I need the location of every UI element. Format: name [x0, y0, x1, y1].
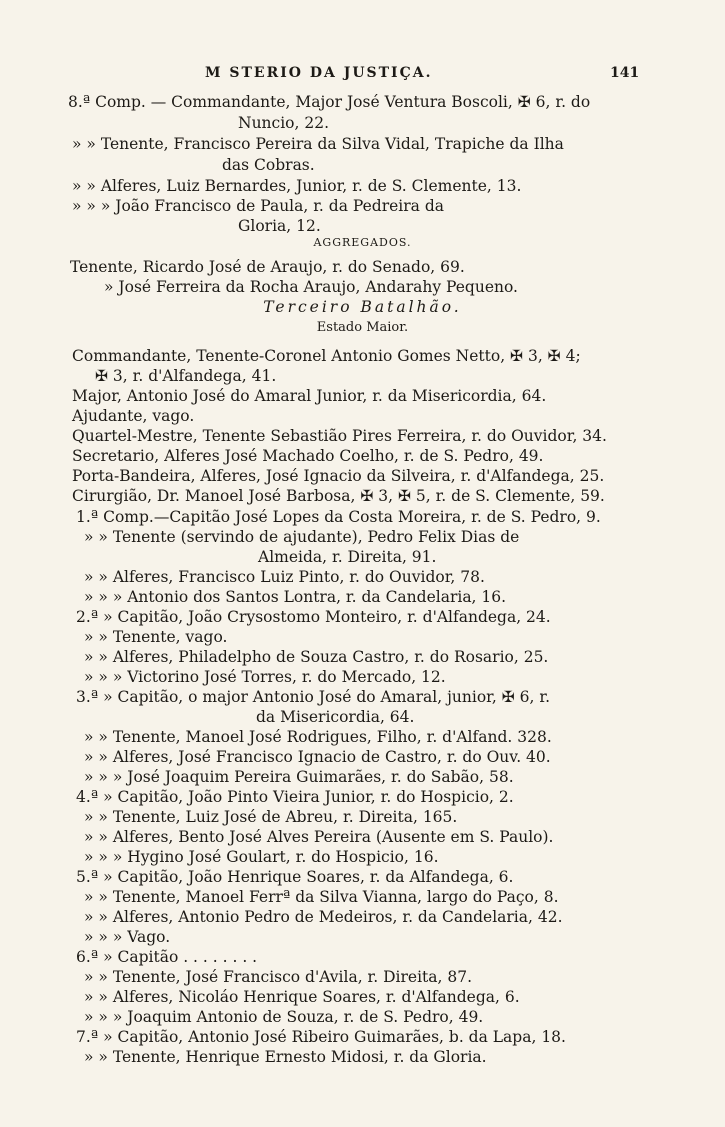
roster-line: ✠ 3, r. d'Alfandega, 41. — [95, 367, 277, 385]
roster-line: Cirurgião, Dr. Manoel José Barbosa, ✠ 3, ✠ 5, r. de S. Clemente, 59. — [72, 487, 605, 505]
roster-line: » » » José Joaquim Pereira Guimarães, r. do Sabão, 58. — [84, 768, 514, 786]
roster-line: Major, Antonio José do Amaral Junior, r. da Misericordia, 64. — [72, 387, 547, 405]
roster-line: » » Tenente, Francisco Pereira da Silva Vidal, Trapiche da Ilha — [72, 135, 564, 153]
roster-line: » » Tenente, Manoel José Rodrigues, Filho, r. d'Alfand. 328. — [84, 728, 552, 746]
roster-line: » » » Victorino José Torres, r. do Mercado, 12. — [84, 668, 446, 686]
roster-line: Gloria, 12. — [238, 217, 321, 235]
roster-line: » » Tenente, Luiz José de Abreu, r. Direita, 165. — [84, 808, 458, 826]
roster-line: 5.ª » Capitão, João Henrique Soares, r. da Alfandega, 6. — [76, 868, 514, 886]
roster-line: » » Tenente, Manoel Ferrª da Silva Vianna, largo do Paço, 8. — [84, 888, 559, 906]
roster-line: Almeida, r. Direita, 91. — [258, 548, 437, 566]
roster-line: 7.ª » Capitão, Antonio José Ribeiro Guimarães, b. da Lapa, 18. — [76, 1028, 566, 1046]
roster-line: 6.ª » Capitão . . . . . . . . — [76, 948, 258, 966]
roster-line: » » Alferes, Antonio Pedro de Medeiros, r. da Candelaria, 42. — [84, 908, 563, 926]
heading-aggregados: AGGREGADOS. — [313, 236, 412, 249]
roster-line: » » Tenente, Henrique Ernesto Midosi, r. da Gloria. — [84, 1048, 487, 1066]
roster-line: » » » João Francisco de Paula, r. da Pedreira da — [72, 197, 444, 215]
heading-battalion: Terceiro Batalhão. — [263, 298, 462, 316]
roster-line: » » Alferes, Nicoláo Henrique Soares, r. d'Alfandega, 6. — [84, 988, 520, 1006]
roster-line: da Misericordia, 64. — [256, 708, 415, 726]
roster-line: » José Ferreira da Rocha Araujo, Andarahy Pequeno. — [104, 278, 518, 296]
roster-line: » » Tenente (servindo de ajudante), Pedro Felix Dias de — [84, 528, 520, 546]
roster-line: » » Tenente, José Francisco d'Avila, r. Direita, 87. — [84, 968, 473, 986]
roster-line: » » Alferes, Philadelpho de Souza Castro, r. do Rosario, 25. — [84, 648, 549, 666]
roster-line: » » Alferes, José Francisco Ignacio de Castro, r. do Ouv. 40. — [84, 748, 551, 766]
roster-line: Tenente, Ricardo José de Araujo, r. do Senado, 69. — [70, 258, 465, 276]
roster-line: Commandante, Tenente-Coronel Antonio Gomes Netto, ✠ 3, ✠ 4; — [72, 347, 581, 365]
roster-line: 4.ª » Capitão, João Pinto Vieira Junior, r. do Hospicio, 2. — [76, 788, 514, 806]
roster-line: 3.ª » Capitão, o major Antonio José do Amaral, junior, ✠ 6, r. — [76, 688, 550, 706]
roster-line: » » » Hygino José Goulart, r. do Hospicio, 16. — [84, 848, 439, 866]
roster-line: das Cobras. — [222, 156, 315, 174]
heading-estado-maior: Estado Maior. — [316, 320, 409, 335]
roster-line: 1.ª Comp.—Capitão José Lopes da Costa Moreira, r. de S. Pedro, 9. — [76, 508, 601, 526]
roster-line: » » Tenente, vago. — [84, 628, 228, 646]
roster-line: Ajudante, vago. — [72, 407, 195, 425]
roster-line: » » Alferes, Luiz Bernardes, Junior, r. de S. Clemente, 13. — [72, 177, 522, 195]
roster-line: Secretario, Alferes José Machado Coelho, r. de S. Pedro, 49. — [72, 447, 544, 465]
roster-line: Nuncio, 22. — [238, 114, 330, 132]
roster-line: » » » Antonio dos Santos Lontra, r. da Candelaria, 16. — [84, 588, 507, 606]
roster-line: Quartel-Mestre, Tenente Sebastião Pires Ferreira, r. do Ouvidor, 34. — [72, 427, 607, 445]
roster-line: 8.ª Comp. — Commandante, Major José Ventura Boscoli, ✠ 6, r. do — [68, 93, 591, 111]
roster-line: » » Alferes, Francisco Luiz Pinto, r. do Ouvidor, 78. — [84, 568, 485, 586]
roster-line: Porta-Bandeira, Alferes, José Ignacio da Silveira, r. d'Alfandega, 25. — [72, 467, 605, 485]
roster-line: » » » Joaquim Antonio de Souza, r. de S. Pedro, 49. — [84, 1008, 484, 1026]
roster-line: » » Alferes, Bento José Alves Pereira (Ausente em S. Paulo). — [84, 828, 554, 846]
roster-line: » » » Vago. — [84, 928, 171, 946]
running-header-title: M STERIO DA JUSTIÇA. — [205, 65, 433, 81]
roster-line: 2.ª » Capitão, João Crysostomo Monteiro, r. d'Alfandega, 24. — [76, 608, 551, 626]
page-number: 141 — [610, 65, 640, 81]
